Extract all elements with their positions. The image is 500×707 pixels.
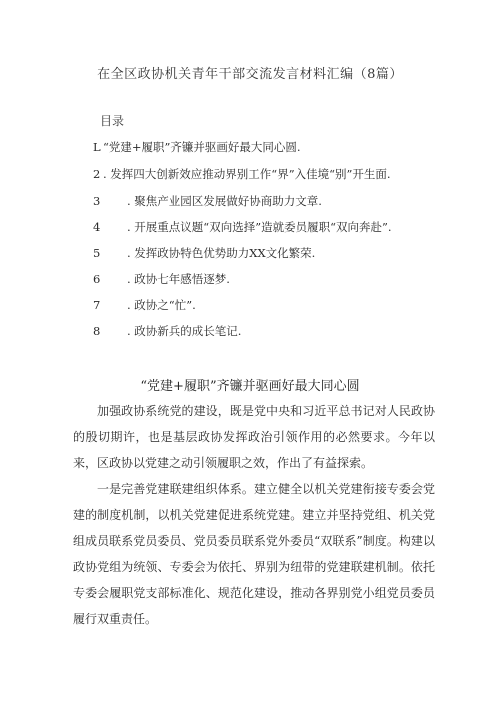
toc-number: L bbox=[93, 140, 101, 154]
body-paragraph: 一是完善党建联建组织体系。建立健全以机关党建衔接专委会党建的制度机制，以机关党建促进系统党建。建立并坚持党组、机关党组成员联系党员委员、党员委员联系党外委员“双联系”制度。构建以政协党组为统领、专委会为依托、界别为纽带的党建联建机制。依托专委会履职党支部标准化、规范化建设，推动各界别党小组党员委员履行双重责任。 bbox=[73, 482, 435, 626]
toc-text: . 政协新兵的成长笔记. bbox=[127, 324, 242, 338]
toc-number: 8 bbox=[93, 324, 101, 338]
toc-text: . 发挥政协特色优势助力XX文化繁荣. bbox=[127, 246, 316, 260]
body-paragraph: 加强政协系统党的建设，既是党中央和习近平总书记对人民政协的殷切期许，也是基层政协发挥政治引领作用的必然要求。今年以来，区政协以党建之动引领履职之效，作出了有益探索。 bbox=[73, 404, 435, 470]
toc-item-4 bbox=[93, 219, 391, 235]
toc-number: 3 bbox=[93, 194, 101, 208]
section-title: “党建+履职”齐镰并驱画好最大同心圆 bbox=[140, 379, 360, 394]
toc-item-5 bbox=[93, 245, 315, 261]
toc-number: 6 bbox=[93, 272, 101, 286]
toc-item-1 bbox=[93, 139, 301, 155]
toc-item-2 bbox=[93, 166, 390, 182]
toc-number: 5 bbox=[93, 246, 101, 260]
toc-item-7 bbox=[93, 297, 196, 313]
toc-text: . 开展重点议题“双向选择”造就委员履职“双向奔赴”. bbox=[127, 220, 392, 234]
toc-item-3 bbox=[93, 193, 322, 209]
toc-item-6 bbox=[93, 271, 230, 287]
toc-number: 4 bbox=[93, 220, 101, 234]
toc-text: . 政协之“忙”. bbox=[127, 298, 196, 312]
toc-item-8 bbox=[93, 323, 241, 339]
toc-text: . 发挥四大创新效应推动界别工作“界”入佳境“别”开生面. bbox=[103, 167, 391, 181]
toc-text: . 政协七年感悟逐梦. bbox=[127, 272, 230, 286]
toc-number: 2 bbox=[93, 167, 101, 181]
toc-heading: 目录 bbox=[100, 114, 125, 128]
toc-text: “党建+履职”齐镰并驱画好最大同心圆. bbox=[103, 140, 301, 154]
toc-text: . 聚焦产业园区发展做好协商助力文章. bbox=[127, 194, 322, 208]
document-title: 在全区政协机关青年干部交流发言材料汇编（8篇） bbox=[97, 67, 403, 82]
toc-number: 7 bbox=[93, 298, 101, 312]
